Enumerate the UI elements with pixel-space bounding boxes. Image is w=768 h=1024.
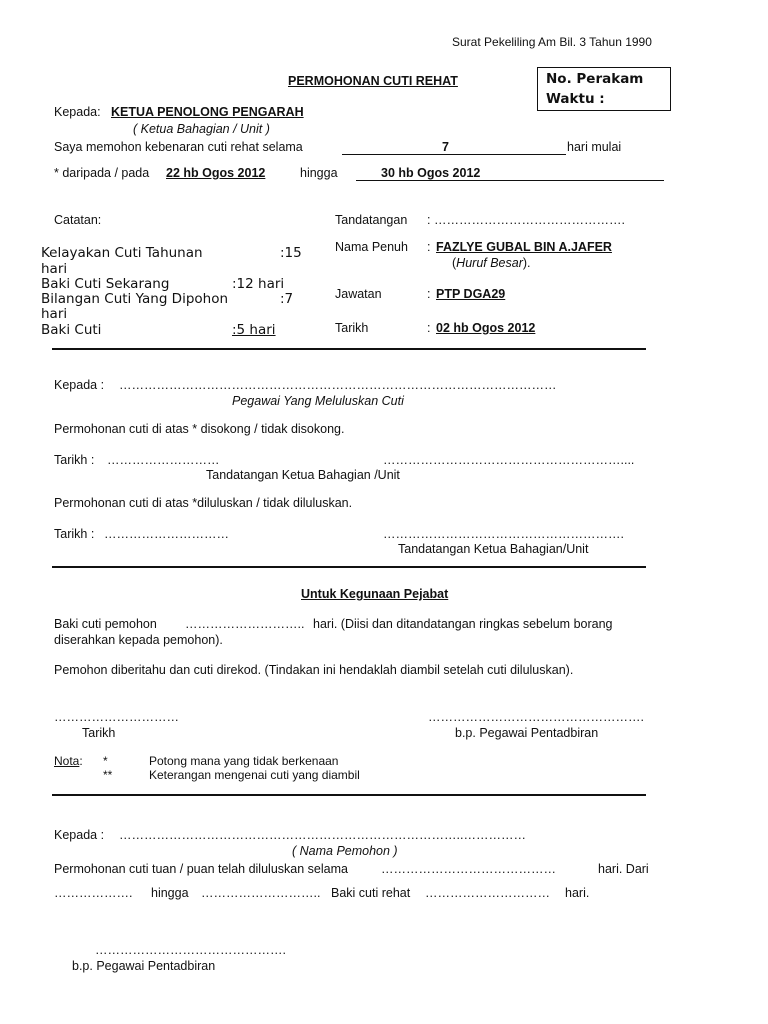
name-hint-text: Huruf Besar [456,256,523,270]
to-value[interactable]: KETUA PENOLONG PENGARAH [111,105,304,119]
until-value[interactable]: 30 hb Ogos 2012 [381,166,481,180]
recorder-number-label: No. Perakam [546,71,644,87]
to-hint: ( Ketua Bahagian / Unit ) [133,122,270,136]
recorder-time-label: Waktu : [546,91,605,107]
days-value[interactable]: 7 [442,140,449,154]
notice-from-field[interactable]: ………………. [54,886,133,900]
office-title: Untuk Kegunaan Pejabat [301,587,449,601]
name-colon: : [427,240,431,254]
name-hint-open: ( [452,256,457,270]
until-label: hingga [300,166,338,180]
signature1-field[interactable]: ………………………………………………….... [383,453,635,467]
office-admin-caption: b.p. Pegawai Pentadbiran [455,726,599,740]
to-label: Kepada: [54,105,101,119]
requested-value[interactable]: :7 [280,291,294,307]
entitlement-value[interactable]: :15 [280,245,302,261]
nota2-text: Keterangan mengenai cuti yang diambil [149,768,360,782]
approval-to-field[interactable]: …………………………………………………………………………………………… [119,378,557,392]
date-colon: : [427,321,431,335]
position-colon: : [427,287,431,301]
approval-to-label: Kepada : [54,378,105,392]
days-fill-line [342,154,566,155]
approver-hint: Pegawai Yang Meluluskan Cuti [232,394,404,408]
date-label: Tarikh [335,321,369,335]
balance-line1-b: hari. (Diisi dan ditandatangan ringkas sebelum borang [313,617,613,631]
date2-label: Tarikh : [54,527,95,541]
notice-to-field[interactable]: ………………………………………………………………………..…………… [119,828,526,842]
balance-label: Baki Cuti [41,322,102,338]
balance-now-value[interactable]: :12 hari [232,276,285,292]
notified-text: Pemohon diberitahu dan cuti direkod. (Tindakan ini hendaklah diambil setelah cuti diluluskan). [54,663,574,677]
office-date-field[interactable]: ………………………… [54,710,179,724]
name-value[interactable]: FAZLYE GUBAL BIN A.JAFER [436,240,612,254]
notice-until-label: hingga [151,886,189,900]
circular-reference: Surat Pekeliling Am Bil. 3 Tahun 1990 [452,35,652,49]
position-label: Jawatan [335,287,382,301]
form-title: PERMOHONAN CUTI REHAT [288,74,458,88]
nota1-mark: * [103,754,108,768]
section-divider-1 [52,348,646,350]
notice-balance-field[interactable]: ………………………… [425,886,550,900]
nota2-mark: ** [103,768,113,782]
requested-label: Bilangan Cuti Yang Dipohon [41,291,229,307]
nota1-text: Potong mana yang tidak berkenaan [149,754,339,768]
notice-until-field[interactable]: ……………………….. [201,886,321,900]
notice-line1-end: hari. Dari [598,862,649,876]
signature-label: Tandatangan [335,213,408,227]
balance-line2: diserahkan kepada pemohon). [54,633,223,647]
from-value[interactable]: 22 hb Ogos 2012 [166,166,266,180]
notes-label: Catatan: [54,213,102,227]
applicant-name-hint: ( Nama Pemohon ) [292,844,398,858]
nota-label [54,755,83,769]
requested-unit: hari [41,306,68,322]
signature2-field[interactable]: …………………………………………………. [383,527,624,541]
date1-label: Tarikh : [54,453,95,467]
approved-text: Permohonan cuti di atas *diluluskan / tidak diluluskan. [54,496,353,510]
office-admin-field[interactable]: ……………………………………………. [428,710,644,724]
balance-value[interactable]: :5 hari [232,322,276,338]
request-text: Saya memohon kebenaran cuti rehat selama [54,140,303,154]
balance-now-label: Baki Cuti Sekarang [41,276,170,292]
balance-days-field[interactable]: ……………………….. [185,617,305,631]
nota-colon: : [79,754,83,768]
notice-days-field[interactable]: …………………………………… [381,862,556,876]
days-suffix: hari mulai [567,140,622,154]
position-value[interactable]: PTP DGA29 [436,287,506,301]
notice-line1-text: Permohonan cuti tuan / puan telah diluluskan selama [54,862,348,876]
date2-field[interactable]: ………………………… [104,527,229,541]
notice-signature-field[interactable]: ………………………………………. [95,943,286,957]
section-divider-3 [52,794,646,796]
entitlement-unit: hari [41,261,68,277]
from-label: * daripada / pada [54,166,150,180]
entitlement-label: Kelayakan Cuti Tahunan [41,245,203,261]
signature1-caption: Tandatangan Ketua Bahagian /Unit [206,468,400,482]
office-date-caption: Tarikh [82,726,116,740]
balance-line1-a: Baki cuti pemohon [54,617,157,631]
supported-text: Permohonan cuti di atas * disokong / tidak disokong. [54,422,345,436]
notice-signature-caption: b.p. Pegawai Pentadbiran [72,959,216,973]
name-label: Nama Penuh [335,240,408,254]
signature2-caption: Tandatangan Ketua Bahagian/Unit [398,542,589,556]
section-divider-2 [52,566,646,568]
recorder-number-box[interactable] [537,67,671,111]
signature-field[interactable]: : ………………………………………. [427,213,625,227]
date-value[interactable]: 02 hb Ogos 2012 [436,321,536,335]
date1-field[interactable]: ……………………… [107,453,220,467]
notice-to-label: Kepada : [54,828,105,842]
notice-balance-label: Baki cuti rehat [331,886,411,900]
notice-line2-end: hari. [565,886,590,900]
name-hint [452,256,531,270]
name-hint-close: ). [522,256,531,270]
nota-label-text: Nota [54,754,80,768]
